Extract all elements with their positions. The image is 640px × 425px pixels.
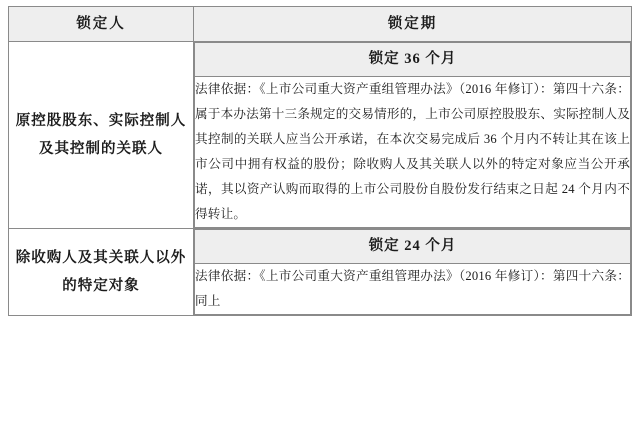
period-label-1: 锁定 36 个月 [195, 43, 631, 77]
table-row [9, 42, 632, 229]
period-subtable-1 [194, 42, 631, 228]
period-cell-2 [194, 229, 632, 316]
period-subtable-2 [194, 229, 631, 315]
header-period: 锁定期 [194, 7, 632, 42]
legal-basis-text-1: 法律依据：《上市公司重大资产重组管理办法》（2016 年修订）：第四十六条：属于本办法第十三条规定的交易情形的，上市公司原控股股东、实际控制人及其控制的关联人应当公开承诺，在本次交易完成后 36 个月内不转让其在该上市公司中拥有权益的股份；除收购人及其关联人以外的特定对象应当公开承诺，其以资产认购而取得的上市公司股份自股份发行结束之日起 24 个月内不得转让。 [195, 82, 630, 221]
legal-basis-1 [195, 77, 631, 228]
party-name-1: 原控股股东、实际控制人及其控制的关联人 [9, 42, 194, 229]
table-header-row [9, 7, 632, 42]
header-party: 锁定人 [9, 7, 194, 42]
legal-basis-2 [195, 264, 631, 315]
lockup-period-table [8, 6, 632, 316]
legal-basis-text-2: 法律依据：《上市公司重大资产重组管理办法》（2016 年修订）：第四十六条：同上 [195, 269, 630, 308]
party-name-2: 除收购人及其关联人以外的特定对象 [9, 229, 194, 316]
table-row [9, 229, 632, 316]
period-label-2: 锁定 24 个月 [195, 230, 631, 264]
period-cell-1 [194, 42, 632, 229]
